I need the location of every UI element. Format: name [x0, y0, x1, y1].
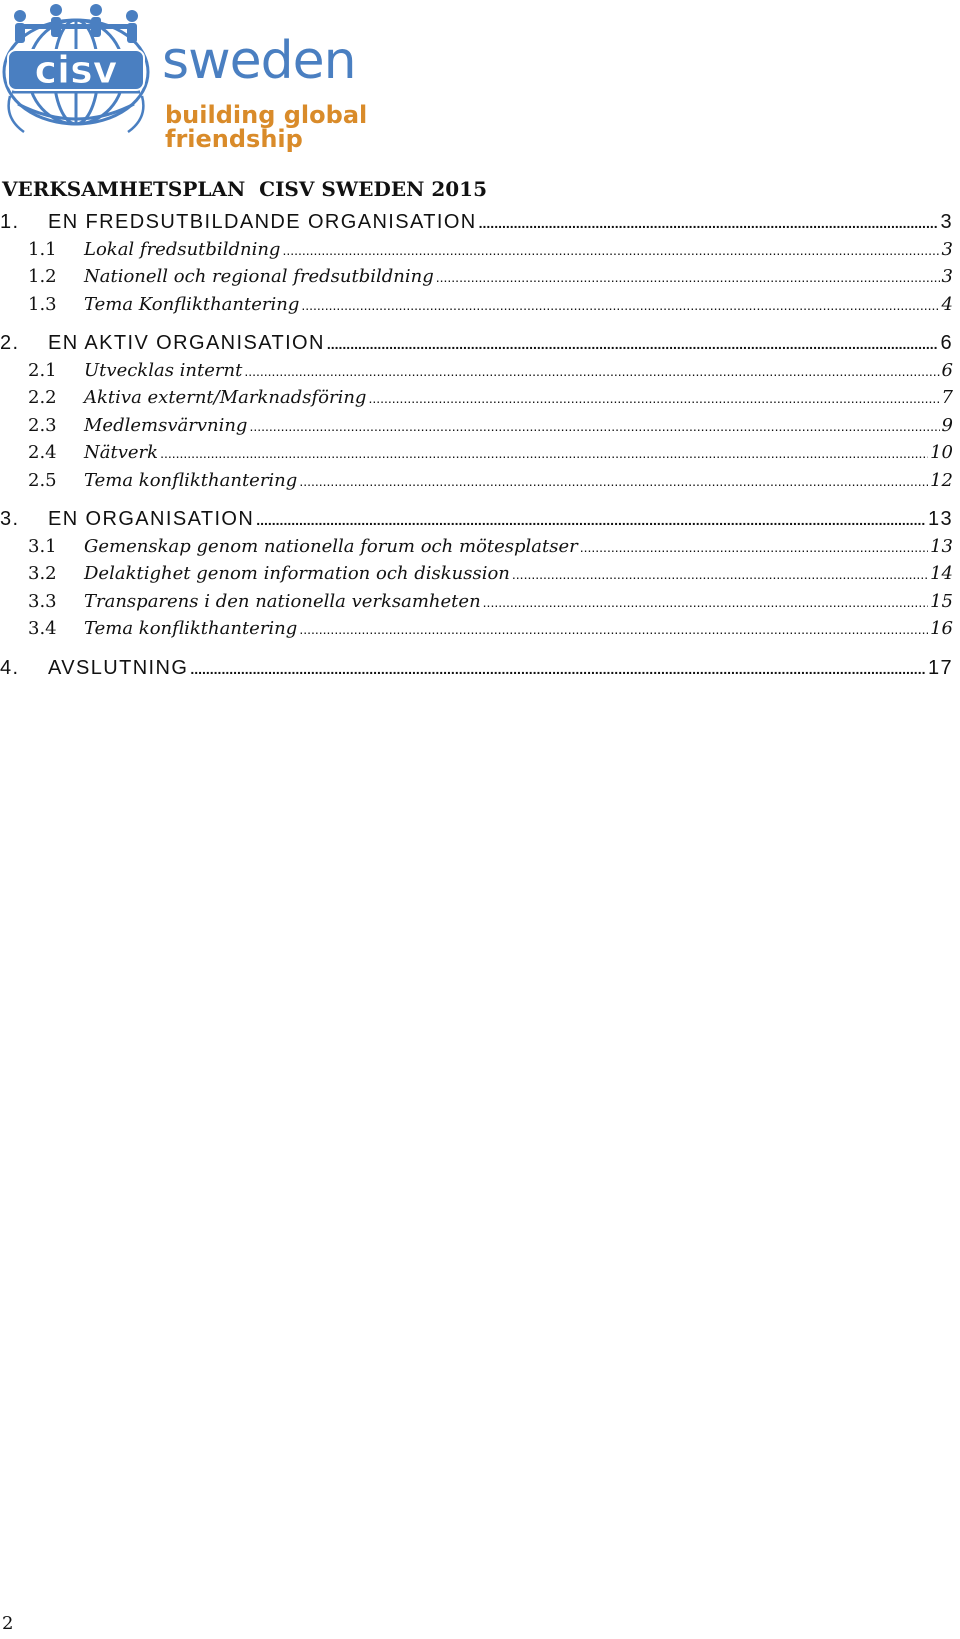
toc-entry-title: Gemenskap genom nationella forum och mötesplatser — [84, 536, 578, 557]
toc-entry-number: 1.2 — [28, 266, 57, 287]
cisv-sweden-logo — [0, 0, 480, 153]
toc-entry-number: 3.4 — [28, 618, 57, 639]
toc-entry-number: 2.3 — [28, 415, 57, 436]
toc-entry-number: 3.1 — [28, 536, 57, 557]
toc-dot-leader — [254, 506, 926, 534]
toc-subsection-3-1[interactable] — [28, 533, 953, 561]
toc-entry-title: Transparens i den nationella verksamheten — [84, 591, 481, 612]
toc-entry-title: AVSLUTNING — [48, 657, 189, 679]
toc-entry-title: Utvecklas internt — [84, 360, 243, 381]
toc-entry-title: Tema konflikthantering — [84, 618, 298, 639]
toc-subsection-1-1[interactable] — [28, 236, 953, 264]
toc-section-1[interactable] — [0, 208, 953, 236]
toc-entry-page: 6 — [941, 360, 953, 381]
toc-entry-title: Aktiva externt/Marknadsföring — [84, 387, 367, 408]
toc-entry-page: 3 — [940, 211, 953, 233]
toc-entry-title: EN AKTIV ORGANISATION — [48, 332, 325, 354]
toc-entry-title: Medlemsvärvning — [84, 415, 248, 436]
toc-entry-number: 2.5 — [28, 470, 57, 491]
globe-with-people-icon — [0, 0, 160, 138]
toc-entry-number: 1.1 — [28, 239, 57, 260]
toc-entry-number: 3.2 — [28, 563, 57, 584]
toc-entry-number: 1. — [0, 211, 20, 233]
toc-entry-page: 16 — [930, 618, 953, 639]
toc-entry-number: 2.2 — [28, 387, 57, 408]
toc-entry-title: Tema konflikthantering — [84, 470, 298, 491]
toc-subsection-2-2[interactable] — [28, 384, 953, 412]
toc-subsection-3-3[interactable] — [28, 588, 953, 616]
toc-subsection-2-4[interactable] — [28, 439, 953, 467]
toc-entry-title: Nationell och regional fredsutbildning — [84, 266, 434, 287]
toc-entry-page: 10 — [930, 442, 953, 463]
toc-entry-number: 2.4 — [28, 442, 57, 463]
toc-entry-number: 3. — [0, 508, 20, 530]
toc-subsection-2-1[interactable] — [28, 357, 953, 385]
toc-subsection-1-2[interactable] — [28, 263, 953, 291]
toc-entry-title: Tema Konflikthantering — [84, 294, 300, 315]
toc-entry-title: EN ORGANISATION — [48, 508, 255, 530]
toc-section-3[interactable] — [0, 505, 953, 533]
toc-dot-leader — [578, 533, 928, 561]
toc-entry-title: Lokal fredsutbildning — [84, 239, 281, 260]
toc-dot-leader — [434, 263, 940, 291]
toc-section-4[interactable] — [0, 654, 953, 682]
toc-dot-leader — [297, 467, 928, 495]
toc-entry-page: 13 — [927, 508, 953, 530]
toc-dot-leader — [247, 412, 939, 440]
toc-dot-leader — [325, 330, 939, 358]
toc-entry-page: 17 — [927, 657, 953, 679]
toc-entry-title: Delaktighet genom information och diskussion — [84, 563, 510, 584]
toc-entry-page: 4 — [941, 294, 953, 315]
toc-subsection-2-5[interactable] — [28, 467, 953, 495]
toc-entry-number: 4. — [0, 657, 20, 679]
toc-entry-page: 15 — [930, 591, 953, 612]
toc-dot-leader — [188, 655, 926, 683]
toc-entry-number: 2. — [0, 332, 20, 354]
toc-dot-leader — [477, 209, 939, 237]
page-number: 2 — [2, 1613, 14, 1634]
toc-entry-page: 14 — [930, 563, 953, 584]
toc-dot-leader — [297, 615, 928, 643]
toc-section-2[interactable] — [0, 329, 953, 357]
toc-dot-leader — [481, 588, 928, 616]
toc-entry-page: 3 — [941, 239, 953, 260]
toc-dot-leader — [158, 439, 928, 467]
toc-entry-number: 3.3 — [28, 591, 57, 612]
toc-subsection-3-2[interactable] — [28, 560, 953, 588]
toc-dot-leader — [299, 291, 939, 319]
toc-entry-title: Nätverk — [84, 442, 159, 463]
toc-entry-page: 7 — [941, 387, 953, 408]
toc-entry-page: 13 — [930, 536, 953, 557]
toc-entry-page: 12 — [930, 470, 953, 491]
toc-dot-leader — [280, 236, 939, 264]
toc-entry-number: 1.3 — [28, 294, 57, 315]
toc-entry-page: 3 — [941, 266, 953, 287]
logo-wordmark: sweden — [162, 31, 356, 91]
logo-brand-text: cisv — [34, 48, 118, 92]
toc-entry-page: 9 — [941, 415, 953, 436]
toc-entry-number: 2.1 — [28, 360, 57, 381]
logo-tagline: building global friendship — [165, 101, 368, 153]
toc-subsection-2-3[interactable] — [28, 412, 953, 440]
toc-dot-leader — [242, 357, 939, 385]
document-title: VERKSAMHETSPLAN CISV SWEDEN 2015 — [2, 177, 487, 201]
toc-entry-page: 6 — [940, 332, 953, 354]
toc-subsection-3-4[interactable] — [28, 615, 953, 643]
toc-entry-title: EN FREDSUTBILDANDE ORGANISATION — [48, 211, 477, 233]
toc-subsection-1-3[interactable] — [28, 291, 953, 319]
toc-dot-leader — [510, 560, 928, 588]
toc-dot-leader — [366, 384, 939, 412]
